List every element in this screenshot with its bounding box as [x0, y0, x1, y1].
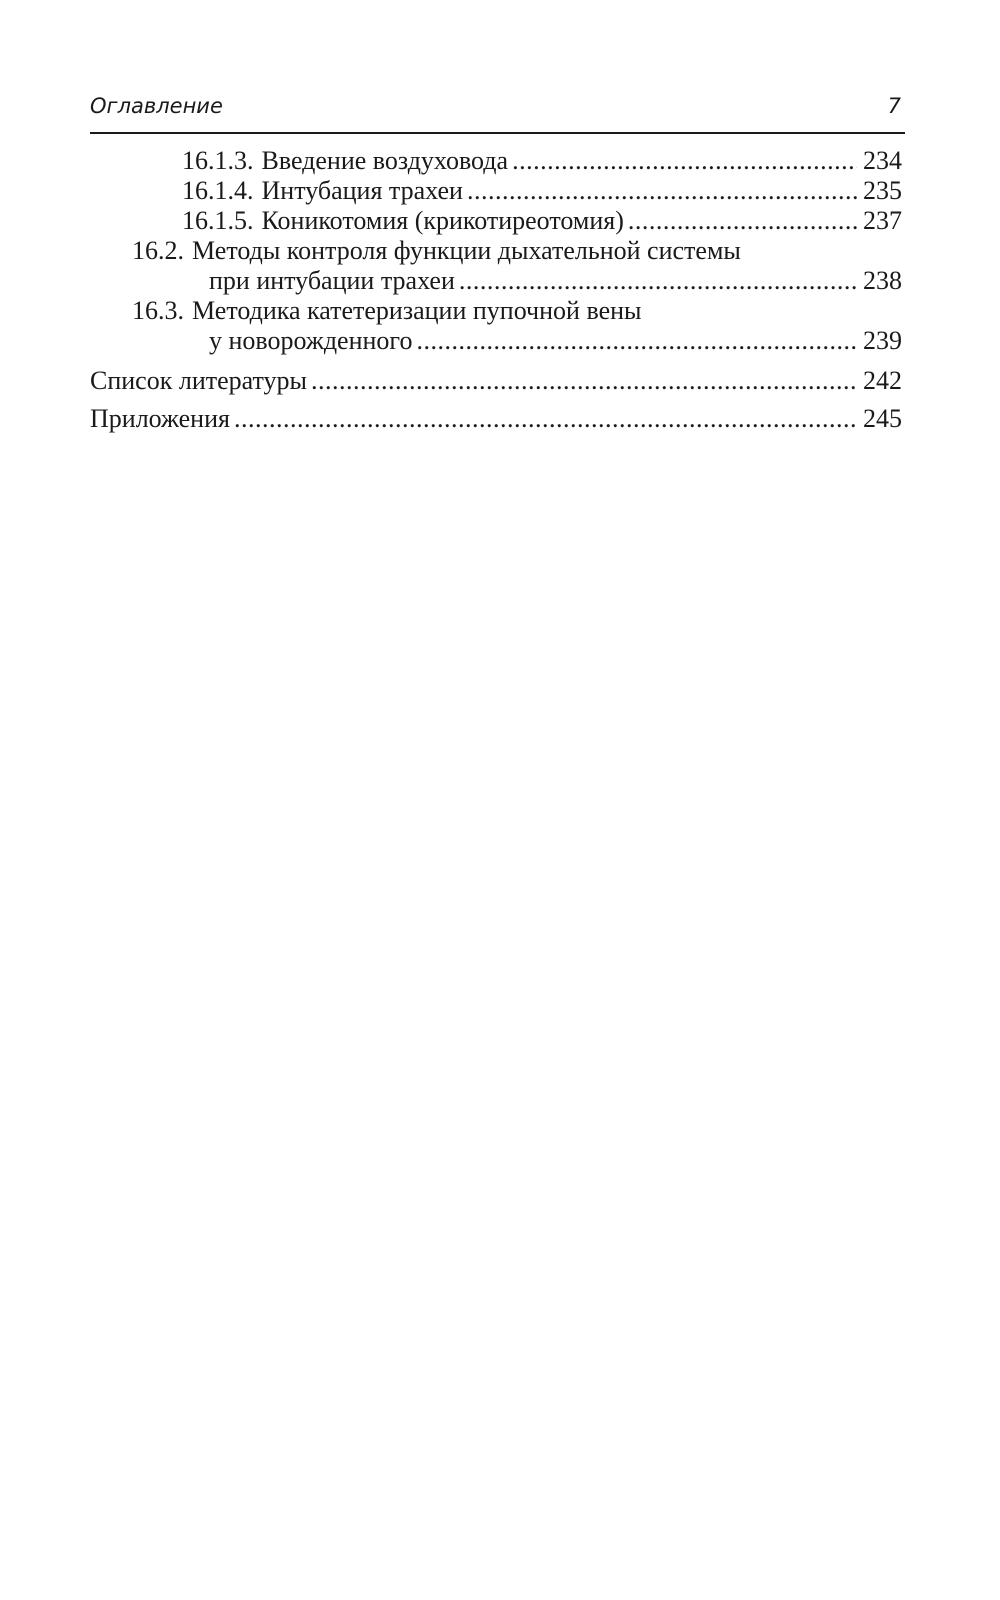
dot-leader — [459, 266, 857, 296]
toc-entry-number: 16.1.5. — [182, 206, 254, 235]
dot-leader — [628, 206, 857, 236]
toc-entry-appendices — [90, 404, 902, 434]
dot-leader — [512, 146, 857, 176]
dot-leader — [416, 326, 857, 356]
toc-entry-bibliography — [90, 366, 902, 396]
toc-entry-page: 237 — [863, 206, 902, 235]
toc-entry-page: 234 — [863, 146, 902, 175]
toc-entry-number: 16.2. — [132, 236, 184, 265]
toc-entry-title-line-1: Методика катетеризации пупочной вены — [192, 296, 642, 325]
running-header-page-number: 7 — [887, 94, 901, 118]
toc-entry-title: Введение воздуховода — [261, 146, 509, 175]
dot-leader — [234, 404, 857, 434]
toc-entry-16-1-5 — [182, 206, 902, 236]
toc-entry-title: Список литературы — [90, 366, 307, 395]
running-header-section-title: Оглавление — [90, 94, 223, 118]
toc-entry-page: 235 — [863, 176, 902, 205]
toc-entry-title-line-2: при интубации трахеи — [209, 266, 455, 295]
toc-entry-16-1-3 — [182, 146, 902, 176]
toc-entry-number: 16.1.3. — [182, 146, 254, 175]
dot-leader — [467, 176, 857, 206]
toc-entry-number: 16.3. — [132, 296, 184, 325]
toc-entry-page: 245 — [863, 404, 902, 433]
toc-entry-page: 238 — [863, 266, 902, 295]
toc-entry-16-2-continued — [209, 266, 902, 296]
dot-leader — [311, 366, 857, 396]
toc-entry-title-line-1: Методы контроля функции дыхательной системы — [192, 236, 741, 265]
toc-entry-number: 16.1.4. — [182, 176, 254, 205]
toc-entry-16-3-continued — [209, 326, 902, 356]
toc-entry-title: Интубация трахеи — [261, 176, 463, 205]
toc-entry-title: Приложения — [90, 404, 230, 433]
toc-entry-16-3 — [132, 296, 902, 326]
toc-entry-page: 239 — [863, 326, 902, 355]
toc-entry-title-line-2: у новорожденного — [209, 326, 413, 355]
toc-entry-16-2 — [132, 236, 902, 266]
toc-entry-page: 242 — [863, 366, 902, 395]
toc-entry-16-1-4 — [182, 176, 902, 206]
toc-entry-title: Коникотомия (крикотиреотомия) — [261, 206, 624, 235]
running-header — [90, 92, 905, 134]
